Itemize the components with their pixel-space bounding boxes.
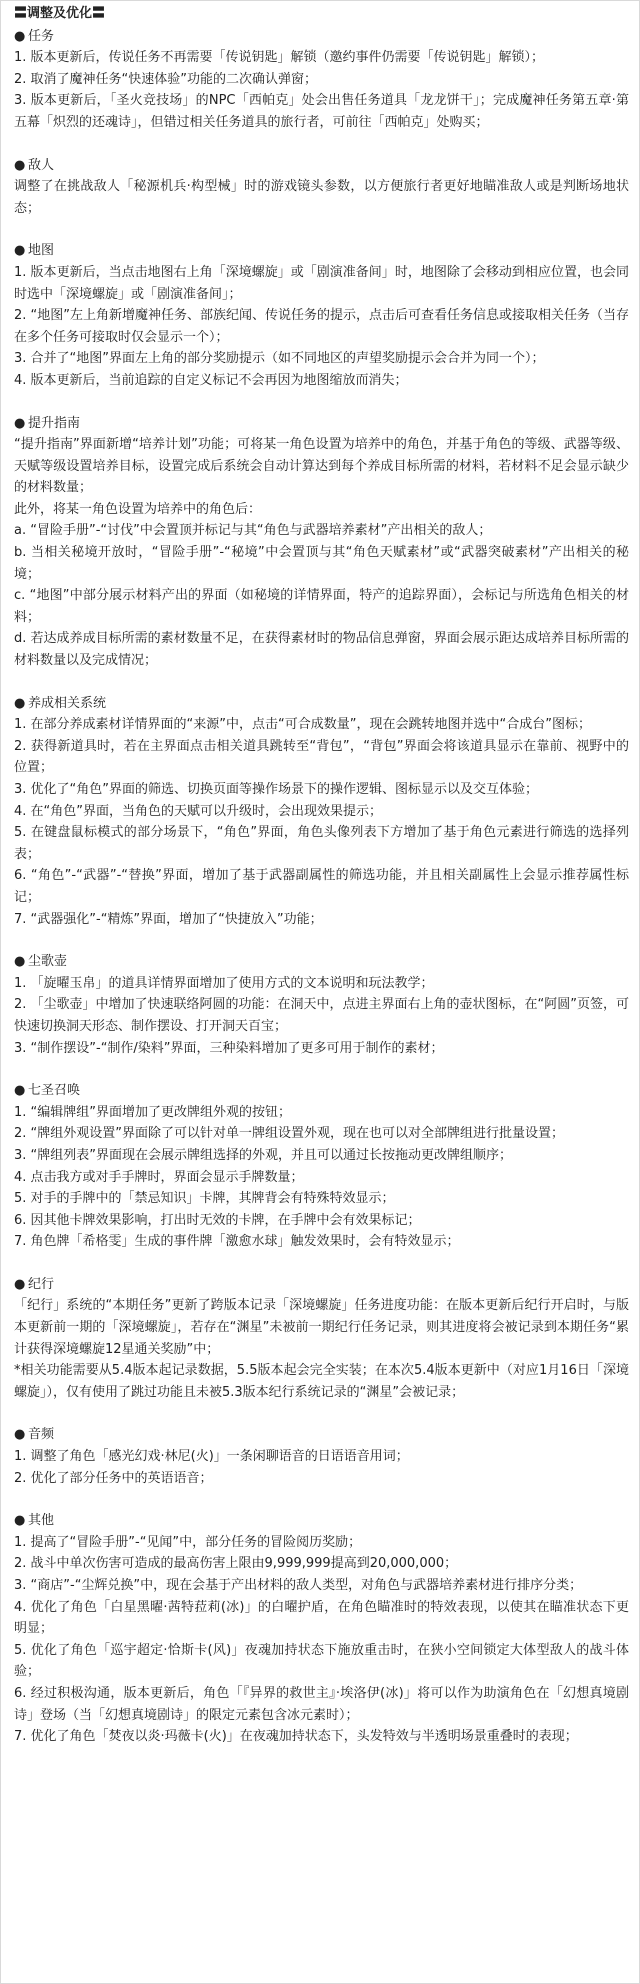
bullet-icon: ● (14, 954, 26, 970)
sections-container (14, 26, 629, 1748)
list-item: 5. 对手的手牌中的「禁忌知识」卡牌，其牌背会有特殊特效显示； (14, 1191, 395, 1207)
section (14, 413, 629, 672)
list-item: 6. “角色”-“武器”-“替换”界面，增加了基于武器副属性的筛选功能，并且相关副属性上会显示推荐属性标记； (14, 868, 629, 905)
section (14, 26, 629, 134)
section-title: 七圣召唤 (28, 1083, 81, 1099)
section (14, 240, 629, 391)
list-item: 1. 在部分养成素材详情界面的“来源”中，点击“可合成数量”，现在会跳转地图并选中“合成台”图标； (14, 717, 591, 733)
list-item: c. “地图”中部分展示材料产出的界面（如秘境的详情界面，特产的追踪界面），会标记与所选角色相关的材料； (14, 588, 629, 625)
list-item: 4. 优化了角色「白星黑曜·茜特菈莉(冰)」的白曜护盾，在角色瞄准时的特效表现，以使其在瞄准状态下更明显； (14, 1599, 629, 1637)
list-item: 4. 在“角色”界面，当角色的天赋可以升级时，会出现效果提示； (14, 803, 383, 819)
list-item: a. “冒险手册”-“讨伐”中会置顶并标记与其“角色与武器培养素材”产出相关的敌人； (14, 523, 492, 539)
list-item: 3. “制作摆设”-“制作/染料”界面，三种染料增加了更多可用于制作的素材； (14, 1040, 444, 1056)
list-item: *相关功能需要从5.4版本起记录数据，5.5版本起会完全实装；在本次5.4版本更新中（对应1月16日「深境螺旋」），仅有使用了跳过功能且未被5.3版本纪行系统记录的“渊星”会被记录； (14, 1363, 629, 1400)
section-title: 音频 (28, 1427, 55, 1443)
bullet-icon: ● (14, 1083, 26, 1099)
section (14, 951, 629, 1059)
section-header (14, 240, 629, 262)
section-title: 敌人 (28, 157, 55, 173)
section (14, 155, 629, 220)
list-item: 2. “牌组外观设置”界面除了可以针对单一牌组设置外观，现在也可以对全部牌组进行批量设置； (14, 1126, 565, 1142)
bullet-icon: ● (14, 28, 26, 44)
bullet-icon: ● (14, 243, 26, 259)
list-item: 2. 「尘歌壶」中增加了快速联络阿圆的功能：在洞天中，点进主界面右上角的壶状图标，在“阿圆”页签，可快速切换洞天形态、制作摆设、打开洞天百宝； (14, 997, 630, 1034)
section-header (14, 26, 629, 48)
list-item: 1. 版本更新后，当点击地图右上角「深境螺旋」或「剧演准备间」时，地图除了会移动到相应位置，也会同时选中「深境螺旋」或「剧演准备间」； (14, 264, 629, 302)
list-item: 7. 优化了角色「焚夜以炎·玛薇卡(火)」在夜魂加持状态下，头发特效与半透明场景重叠时的表现； (14, 1729, 578, 1745)
list-item: 5. 优化了角色「巡宇超定·恰斯卡(风)」夜魂加持状态下施放重击时，在狭小空间锁定大体型敌人的战斗体验； (14, 1642, 629, 1680)
list-item: 1. 版本更新后，传说任务不再需要「传说钥匙」解锁（邀约事件仍需要「传说钥匙」解锁）； (14, 50, 545, 66)
list-item: 1. “编辑牌组”界面增加了更改牌组外观的按钮； (14, 1104, 292, 1120)
section-title: 其他 (28, 1513, 55, 1529)
list-item: 4. 点击我方或对手手牌时，界面会显示手牌数量； (14, 1169, 304, 1185)
section-header (14, 951, 629, 973)
list-item: 1. 提高了“冒险手册”-“见闻”中，部分任务的冒险阅历奖励； (14, 1534, 362, 1550)
section (14, 1274, 629, 1404)
section (14, 693, 629, 931)
section (14, 1424, 629, 1489)
list-item: 7. 角色牌「希格雯」生成的事件牌「激愈水球」触发效果时，会有特效显示； (14, 1234, 460, 1250)
list-item: 3. 优化了“角色”界面的筛选、切换页面等操作场景下的操作逻辑、图标显示以及交互体验； (14, 782, 539, 797)
section-title: 尘歌壶 (28, 954, 68, 970)
list-item: d. 若达成养成目标所需的素材数量不足，在获得素材时的物品信息弹窗，界面会展示距达成培养目标所需的材料数量以及完成情况； (14, 631, 629, 669)
section-header (14, 155, 629, 177)
bullet-icon: ● (14, 695, 26, 711)
section-title: 养成相关系统 (28, 695, 107, 711)
list-item: 2. 取消了魔神任务“快速体验”功能的二次确认弹窗； (14, 71, 318, 87)
bullet-icon: ● (14, 1427, 26, 1443)
section-header (14, 1424, 629, 1446)
list-item: “提升指南”界面新增“培养计划”功能；可将某一角色设置为培养中的角色，并基于角色的等级、武器等级、天赋等级设置培养目标，设置完成后系统会自动计算达到每个养成目标所需的材料，若材料不足会显示缺少的材料数量； (14, 437, 629, 496)
list-item: 5. 在键盘鼠标模式的部分场景下，“角色”界面，角色头像列表下方增加了基于角色元素进行筛选的选择列表； (14, 825, 629, 862)
list-item: 此外，将某一角色设置为培养中的角色后： (14, 501, 262, 517)
list-item: 3. 合并了“地图”界面左上角的部分奖励提示（如不同地区的声望奖励提示会合并为同一个）； (14, 351, 545, 367)
list-item: 2. 战斗中单次伤害可造成的最高伤害上限由9,999,999提高到20,000,000； (14, 1556, 458, 1572)
list-item: 2. 获得新道具时，若在主界面点击相关道具跳转至“背包”，“背包”界面会将该道具显示在靠前、视野中的位置； (14, 738, 629, 776)
list-item: 3. “牌组列表”界面现在会展示牌组选择的外观，并且可以通过长按拖动更改牌组顺序； (14, 1147, 513, 1163)
list-item: 2. 优化了部分任务中的英语语音； (14, 1470, 213, 1486)
bullet-icon: ● (14, 157, 26, 173)
section-title: 任务 (28, 28, 55, 44)
section-title: 提升指南 (28, 415, 81, 431)
list-item: 3. “商店”-“尘辉兑换”中，现在会基于产出材料的敌人类型，对角色与武器培养素材进行排序分类； (14, 1578, 583, 1593)
bullet-icon: ● (14, 1513, 26, 1529)
list-item: 2. “地图”左上角新增魔神任务、部族纪闻、传说任务的提示，点击后可查看任务信息或接取相关任务（当存在多个任务可接取时仅会显示一个）； (14, 308, 630, 345)
section-header (14, 1510, 629, 1532)
list-item: 6. 经过积极沟通，版本更新后，角色「『异界的救世主』·埃洛伊(冰)」将可以作为助演角色在「幻想真境剧诗」登场（当「幻想真境剧诗」的限定元素包含冰元素时）； (14, 1685, 629, 1723)
list-item: 6. 因其他卡牌效果影响，打出时无效的卡牌，在手牌中会有效果标记； (14, 1212, 421, 1228)
section (14, 1080, 629, 1253)
list-item: 1. 「旋曜玉帛」的道具详情界面增加了使用方式的文本说明和玩法教学； (14, 975, 434, 991)
bullet-icon: ● (14, 415, 26, 431)
list-item: 1. 调整了角色「感光幻戏·林尼(火)」一条闲聊语音的日语语音用词； (14, 1449, 409, 1465)
section-header (14, 1080, 629, 1102)
section-header (14, 693, 629, 715)
document-title: 〓调整及优化〓 (14, 6, 106, 21)
section-title: 纪行 (28, 1276, 55, 1292)
section-header (14, 413, 629, 435)
section-header (14, 1274, 629, 1296)
list-item: 调整了在挑战敌人「秘源机兵·构型械」时的游戏镜头参数，以方便旅行者更好地瞄准敌人或是判断场地状态； (14, 179, 629, 216)
list-item: 7. “武器强化”-“精炼”界面，增加了“快捷放入”功能； (14, 911, 323, 927)
list-item: 3. 版本更新后，「圣火竞技场」的NPC「西帕克」处会出售任务道具「龙龙饼干」；完成魔神任务第五章·第五幕「炽烈的还魂诗」，但错过相关任务道具的旅行者，可前往「西帕克」处购买； (14, 93, 629, 130)
bullet-icon: ● (14, 1276, 26, 1292)
section-title: 地图 (28, 243, 55, 259)
list-item: 「纪行」系统的“本期任务”更新了跨版本记录「深境螺旋」任务进度功能：在版本更新后纪行开启时，与版本更新前一期的「深境螺旋」，若存在“渊星”未被前一期纪行任务记录，则其进度将会被记录到本期任务“累计获得深境螺旋12星通关奖励”中； (14, 1298, 629, 1357)
section (14, 1510, 629, 1748)
list-item: b. 当相关秘境开放时，“冒险手册”-“秘境”中会置顶与其“角色天赋素材”或“武器突破素材”产出相关的秘境； (14, 545, 629, 582)
list-item: 4. 版本更新后，当前追踪的自定义标记不会再因为地图缩放而消失； (14, 372, 408, 388)
